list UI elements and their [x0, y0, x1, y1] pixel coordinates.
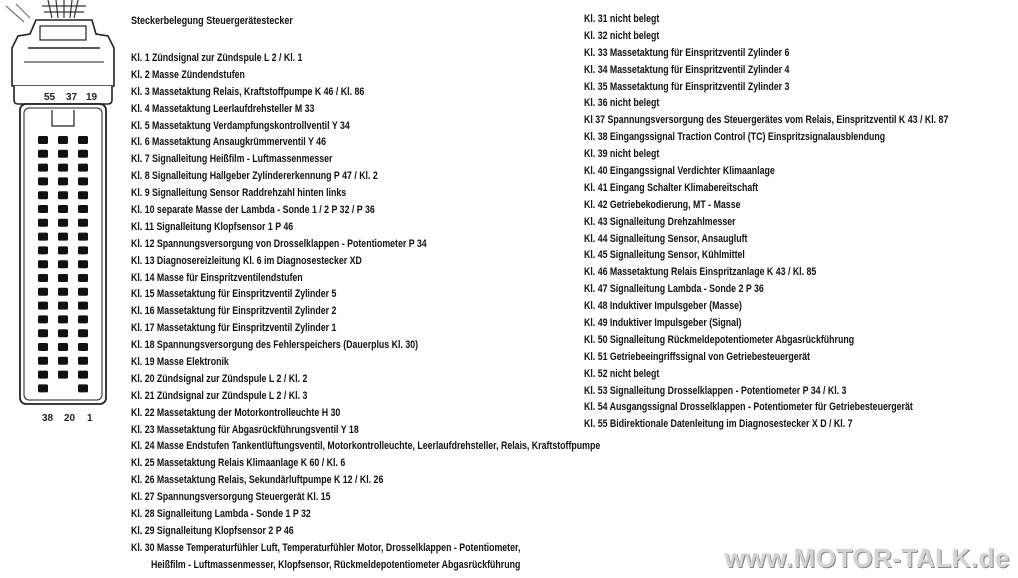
pin-label-37: 37 [66, 92, 78, 103]
pin-entry: Kl. 35 Massetaktung für Einspritzventil Zylinder 3 [584, 80, 790, 93]
pin-entry: Kl. 50 Signalleitung Rückmeldepotentiometer Abgasrückführung [584, 333, 855, 346]
pin-contact [58, 274, 68, 282]
pin-contact [78, 246, 88, 254]
pin-contact [38, 191, 48, 199]
pin-contact [78, 357, 88, 365]
pin-entry: Kl. 51 Getriebeeingriffssignal von Getriebesteuergerät [584, 350, 810, 363]
pin-entry: Kl. 32 nicht belegt [584, 29, 660, 42]
pin-entry: Kl. 28 Signalleitung Lambda - Sonde 1 P 32 [131, 508, 311, 521]
pin-contact [78, 315, 88, 323]
pin-contact [38, 371, 48, 379]
pin-entry: Kl. 21 Zündsignal zur Zündspule L 2 / Kl. 3 [131, 389, 308, 402]
pin-entry: Kl. 19 Masse Elektronik [131, 356, 229, 369]
pin-entry: Kl. 13 Diagnosereizleitung Kl. 6 im Diagnosestecker XD [131, 254, 362, 267]
pin-contact [38, 302, 48, 310]
pin-entry: Kl. 8 Signalleitung Hallgeber Zylindererkennung P 47 / Kl. 2 [131, 170, 378, 183]
pin-contact [78, 384, 88, 392]
pin-entry: Kl. 47 Signalleitung Lambda - Sonde 2 P 36 [584, 283, 764, 296]
pin-contact [38, 233, 48, 241]
pin-entry: Kl. 42 Getriebekodierung, MT - Masse [584, 198, 741, 211]
pin-list-right [584, 11, 1018, 433]
pin-entry: Kl. 22 Massetaktung der Motorkontrolleuchte H 30 [131, 406, 341, 419]
pin-entry: Heißfilm - Luftmassenmesser, Klopfsensor, Rückmeldepotentiometer Abgasrückführung [151, 558, 521, 571]
pin-contact [78, 260, 88, 268]
pin-contact [78, 205, 88, 213]
pin-entry: Kl. 39 nicht belegt [584, 148, 660, 161]
pin-label-1: 1 [87, 413, 93, 424]
pin-entry: Kl. 55 Bidirektionale Datenleitung im Diagnosestecker X D / Kl. 7 [584, 418, 853, 431]
pin-contact [38, 288, 48, 296]
pin-label-55: 55 [44, 92, 56, 103]
pin-entry: Kl. 29 Signalleitung Klopfsensor 2 P 46 [131, 524, 294, 537]
pin-contact [78, 177, 88, 185]
pin-contact [38, 164, 48, 172]
pin-contact [58, 288, 68, 296]
pin-contact [78, 219, 88, 227]
pin-contact [58, 371, 68, 379]
pin-entry: Kl. 49 Induktiver Impulsgeber (Signal) [584, 317, 742, 330]
pin-contact [78, 329, 88, 337]
pin-entry: Kl. 36 nicht belegt [584, 97, 660, 110]
pin-contact [58, 136, 68, 144]
pin-entry: Kl. 23 Massetaktung für Abgasrückführungsventil Y 18 [131, 423, 359, 436]
pin-contact [58, 164, 68, 172]
pin-entry: Kl. 6 Massetaktung Ansaugkrümmerventil Y 46 [131, 136, 326, 149]
pin-entry: Kl. 31 nicht belegt [584, 13, 660, 25]
pin-contact [78, 371, 88, 379]
pin-entry: Kl. 44 Signalleitung Sensor, Ansaugluft [584, 232, 748, 245]
pin-entry: Kl. 41 Eingang Schalter Klimabereitschaft [584, 181, 759, 194]
pin-contact [38, 357, 48, 365]
pin-contact [38, 315, 48, 323]
pin-contact [58, 177, 68, 185]
pin-entry: Kl. 14 Masse für Einspritzventilendstufen [131, 271, 303, 284]
pin-entry: Kl. 3 Massetaktung Relais, Kraftstoffpumpe K 46 / Kl. 86 [131, 85, 365, 98]
page-title: Steckerbelegung Steuergerätestecker [131, 15, 293, 27]
pin-entry: Kl. 10 separate Masse der Lambda - Sonde 1 / 2 P 32 / P 36 [131, 204, 375, 217]
pin-entry: Kl. 18 Spannungsversorgung des Fehlerspeichers (Dauerplus Kl. 30) [131, 339, 419, 352]
pin-entry: Kl. 16 Massetaktung für Einspritzventil Zylinder 2 [131, 305, 337, 318]
pin-contact [58, 219, 68, 227]
pin-entry: Kl. 11 Signalleitung Klopfsensor 1 P 46 [131, 220, 294, 233]
pin-contact [78, 136, 88, 144]
pin-contact [58, 205, 68, 213]
pin-entry: Kl. 46 Massetaktung Relais Einspritzanlage K 43 / Kl. 85 [584, 266, 817, 279]
pin-entry: Kl. 26 Massetaktung Relais, Sekundärluftpumpe K 12 / Kl. 26 [131, 474, 384, 487]
pin-contact [38, 274, 48, 282]
pin-entry: Kl. 5 Massetaktung Verdampfungskontrollventil Y 34 [131, 119, 350, 132]
pin-label-19: 19 [86, 92, 98, 103]
pin-contact [58, 329, 68, 337]
pin-entry: Kl. 52 nicht belegt [584, 367, 660, 380]
pin-contact [38, 246, 48, 254]
cable-bundle [6, 0, 86, 22]
pin-entry: Kl. 54 Ausgangssignal Drosselklappen - Potentiometer für Getriebesteuergerät [584, 401, 913, 414]
pin-contact [78, 233, 88, 241]
pin-contact [38, 150, 48, 158]
watermark: www.MOTOR-TALK.de [724, 543, 1010, 573]
pin-contact [78, 343, 88, 351]
pin-contact [78, 302, 88, 310]
pin-entry: Kl. 53 Signalleitung Drosselklappen - Potentiometer P 34 / Kl. 3 [584, 384, 847, 397]
pin-contact [58, 260, 68, 268]
pin-contact [58, 302, 68, 310]
pin-contact [78, 274, 88, 282]
pin-contact [58, 150, 68, 158]
pin-contact [38, 136, 48, 144]
pin-entry: Kl. 12 Spannungsversorgung von Drosselklappen - Potentiometer P 34 [131, 237, 427, 250]
pin-entry: Kl. 1 Zündsignal zur Zündspule L 2 / Kl. 1 [131, 52, 303, 64]
pin-entry: Kl. 25 Massetaktung Relais Klimaanlage K 60 / Kl. 6 [131, 457, 346, 470]
pin-contact [38, 329, 48, 337]
pin-label-38: 38 [42, 413, 54, 424]
pin-entry: Kl. 24 Masse Endstufen Tankentlüftungsventil, Motorkontrolleuchte, Leerlaufdrehsteller, Relais, Kraftstoffpumpe [131, 440, 601, 453]
pin-contact [58, 233, 68, 241]
pin-entry: Kl. 43 Signalleitung Drehzahlmesser [584, 215, 736, 228]
pin-label-20: 20 [64, 413, 76, 424]
pin-contact [38, 343, 48, 351]
pin-entry: Kl. 40 Eingangssignal Verdichter Klimaanlage [584, 165, 775, 178]
pin-entry: Kl. 9 Signalleitung Sensor Raddrehzahl hinten links [131, 187, 347, 200]
pin-entry: Kl. 15 Massetaktung für Einspritzventil Zylinder 5 [131, 288, 337, 301]
pin-contact [58, 315, 68, 323]
pin-entry: Kl 37 Spannungsversorgung des Steuergerätes vom Relais, Einspritzventil K 43 / Kl. 87 [584, 114, 949, 127]
pin-contact [38, 219, 48, 227]
pin-entry: Kl. 27 Spannungsversorgung Steuergerät Kl. 15 [131, 491, 331, 504]
pin-entry: Kl. 48 Induktiver Impulsgeber (Masse) [584, 300, 742, 313]
pin-contact [58, 357, 68, 365]
pin-contact [78, 191, 88, 199]
pin-contact [38, 260, 48, 268]
pin-entry: Kl. 38 Eingangssignal Traction Control (TC) Einspritzsignalausblendung [584, 131, 886, 144]
pin-entry: Kl. 2 Masse Zündendstufen [131, 68, 245, 81]
pin-contact [58, 343, 68, 351]
pin-contact [58, 246, 68, 254]
pin-entry: Kl. 17 Massetaktung für Einspritzventil Zylinder 1 [131, 322, 337, 335]
pin-contact [78, 150, 88, 158]
pin-entry: Kl. 34 Massetaktung für Einspritzventil Zylinder 4 [584, 63, 790, 76]
pin-entry: Kl. 4 Massetaktung Leerlaufdrehsteller M 33 [131, 102, 315, 115]
pin-entry: Kl. 30 Masse Temperaturfühler Luft, Temperaturfühler Motor, Drosselklappen - Potentiometer, [131, 541, 521, 554]
pin-contact [38, 205, 48, 213]
pin-contact [58, 191, 68, 199]
pin-entry: Kl. 45 Signalleitung Sensor, Kühlmittel [584, 249, 745, 262]
pin-contact [78, 288, 88, 296]
pin-entry: Kl. 20 Zündsignal zur Zündspule L 2 / Kl. 2 [131, 372, 308, 385]
pin-contact [38, 177, 48, 185]
pin-entry: Kl. 33 Massetaktung für Einspritzventil Zylinder 6 [584, 46, 790, 59]
pin-contact [78, 164, 88, 172]
pin-entry: Kl. 7 Signalleitung Heißfilm - Luftmassenmesser [131, 153, 333, 166]
pin-contact [38, 384, 48, 392]
connector-diagram [0, 0, 125, 440]
